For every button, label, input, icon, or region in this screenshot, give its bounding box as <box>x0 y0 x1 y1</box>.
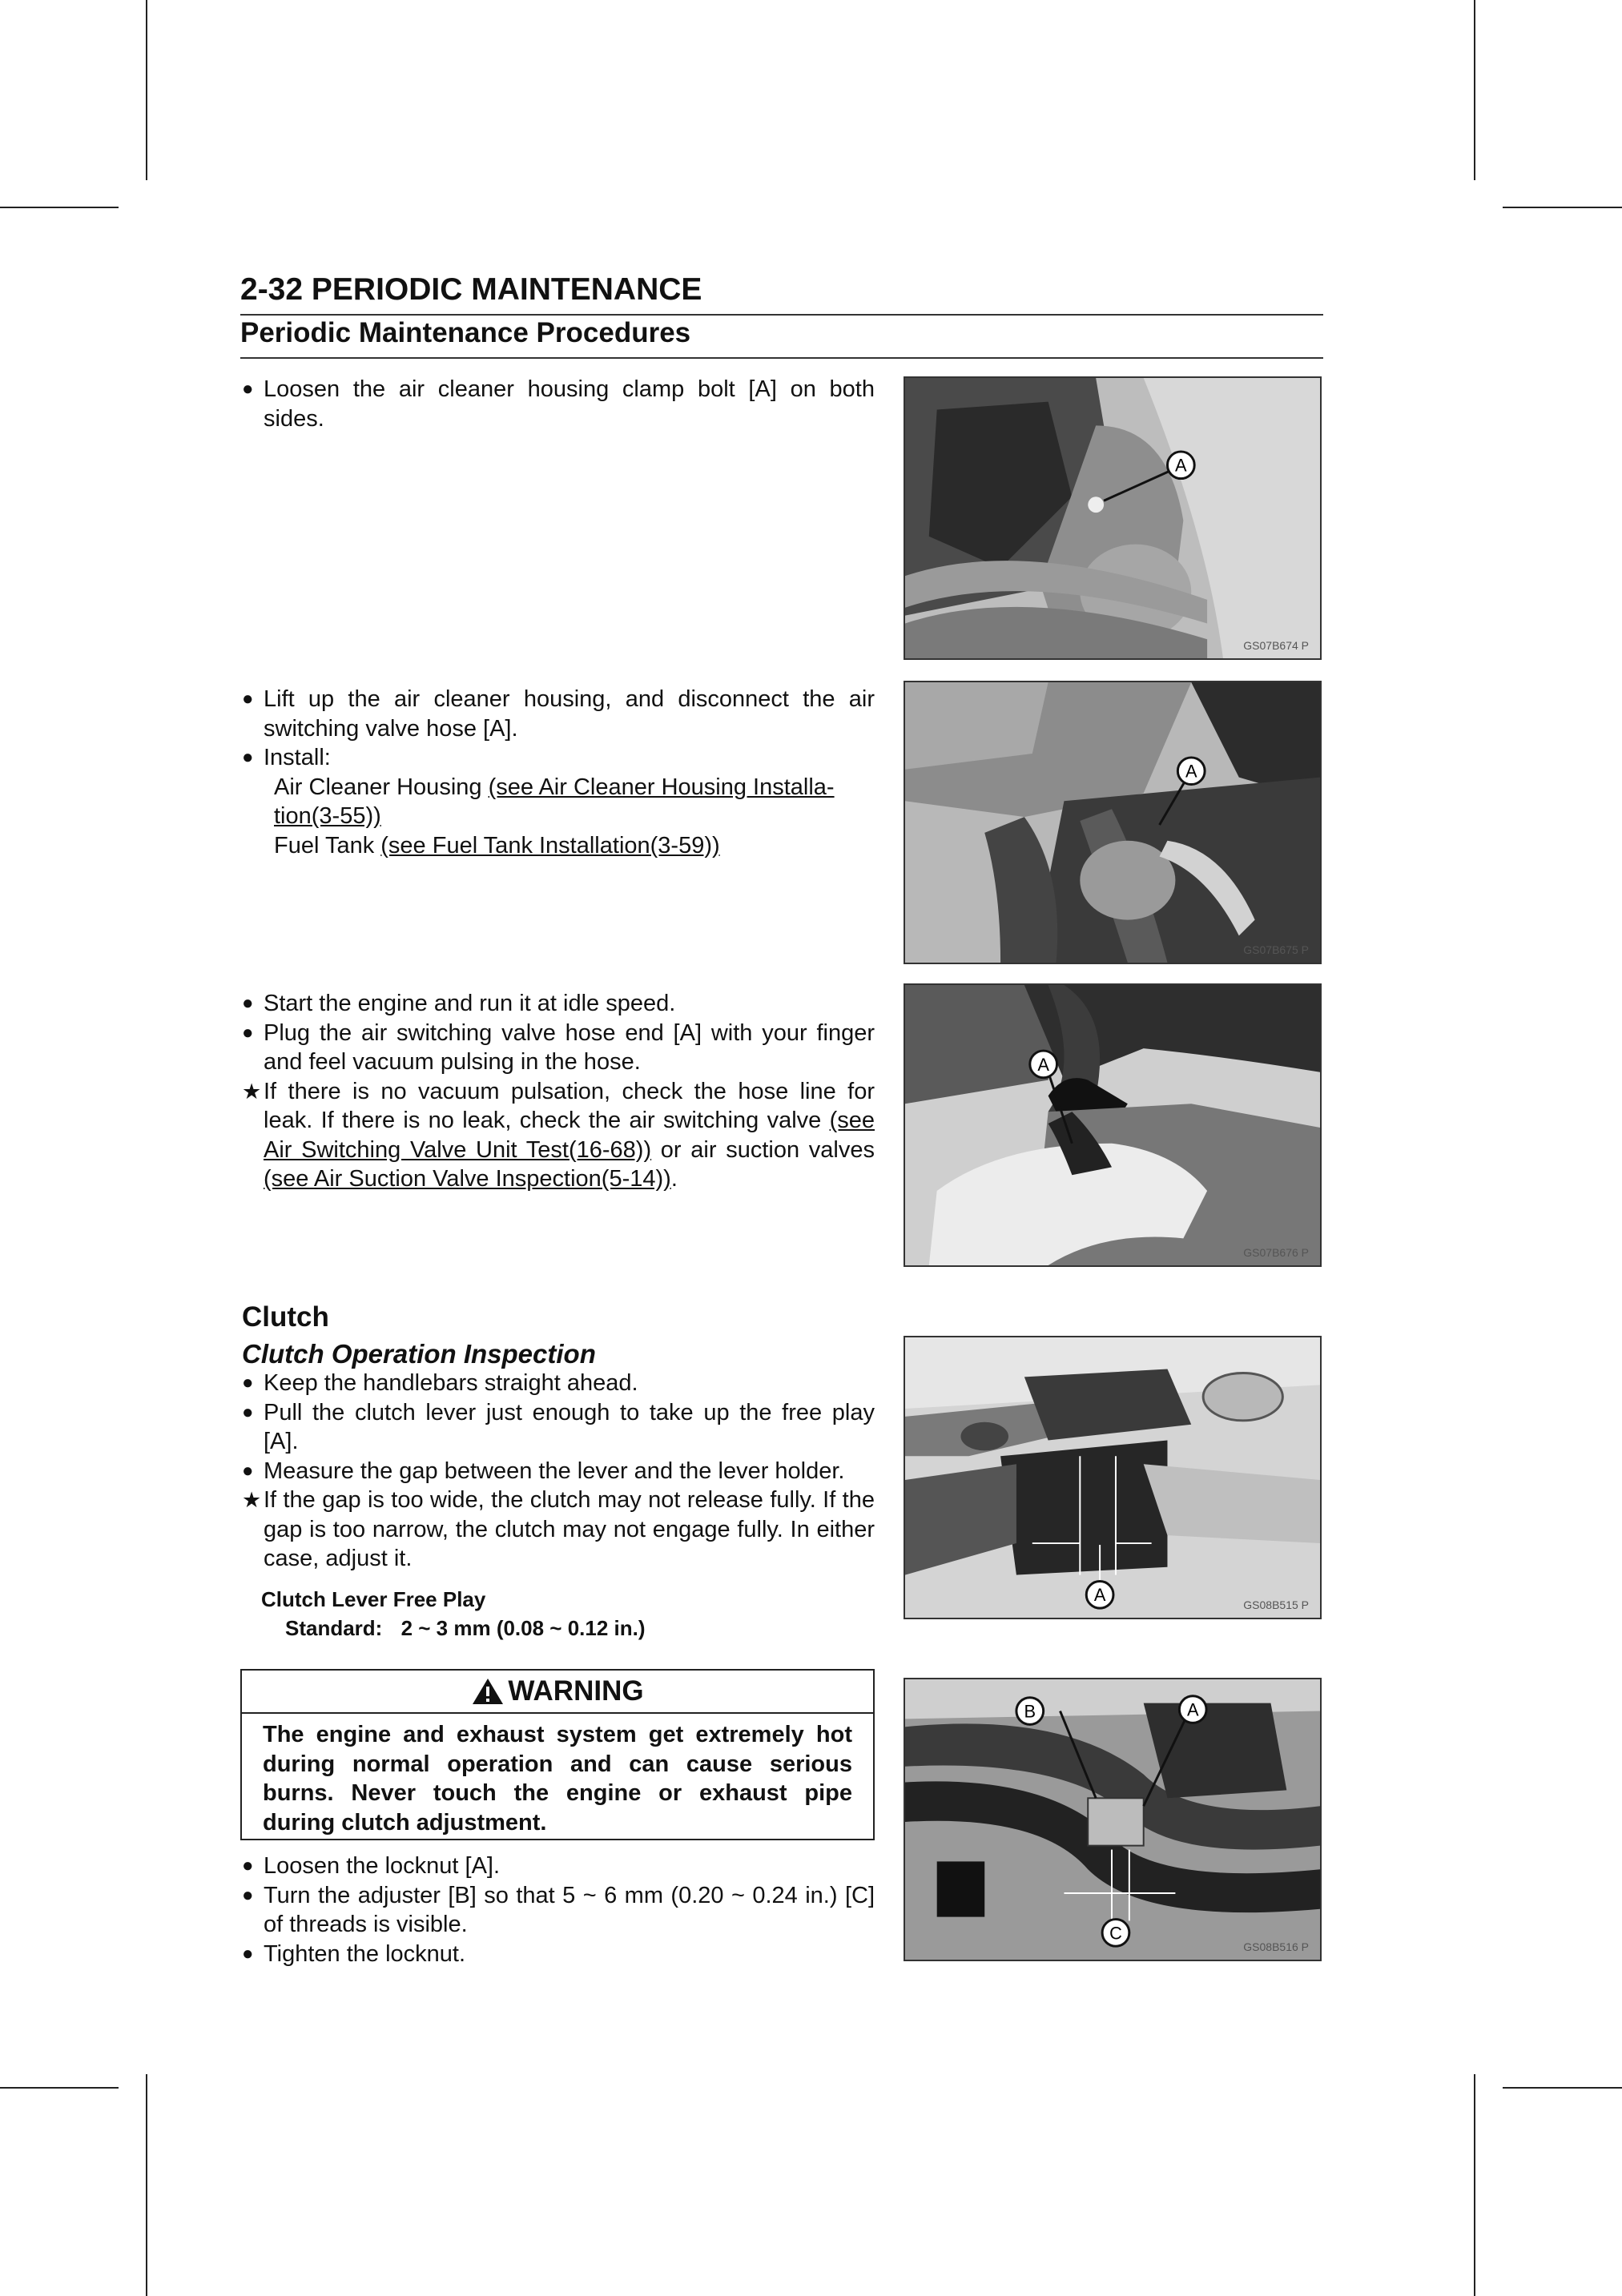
bullet-icon: ● <box>242 1855 254 1876</box>
star-icon: ★ <box>242 1488 262 1512</box>
cross-reference-link[interactable]: (see Air Switching Valve Unit Test(16-68)) <box>264 1108 875 1163</box>
block-1-text <box>242 375 875 433</box>
crop-mark <box>1474 2074 1475 2296</box>
list-item: ● Install: <box>242 743 875 773</box>
page-title: 2-32 PERIODIC MAINTENANCE <box>240 272 702 307</box>
callout-b: B <box>1024 1701 1036 1722</box>
crop-mark <box>146 0 147 180</box>
photo-code: GS08B515 P <box>1243 1598 1309 1611</box>
bullet-icon: ● <box>242 688 254 710</box>
warning-triangle-icon <box>471 1677 505 1706</box>
list-item: ● Keep the handlebars straight ahead. <box>242 1369 875 1398</box>
bullet-icon: ● <box>242 746 254 768</box>
photo-code: GS07B674 P <box>1243 639 1309 652</box>
list-item: ● Tighten the locknut. <box>242 1940 875 1969</box>
bullet-icon: ● <box>242 1942 254 1964</box>
bullet-icon: ● <box>242 1021 254 1043</box>
crop-mark <box>1503 2087 1622 2089</box>
callout-c: C <box>1109 1923 1122 1944</box>
clutch-subsection-title: Clutch Operation Inspection <box>242 1339 596 1369</box>
cross-reference-link[interactable]: (see Air Suction Valve Inspection(5-14)) <box>264 1166 671 1192</box>
cross-reference-link[interactable]: (see Fuel Tank Installation(3-59)) <box>380 832 720 858</box>
callout-a: A <box>1186 1699 1199 1720</box>
callout-a: A <box>1093 1585 1106 1606</box>
bullet-icon: ● <box>242 378 254 400</box>
block-3-text <box>242 989 875 1194</box>
warning-body: The engine and exhaust system get extremely hot during normal operation and can cause serious burns. Never touch the engine or exhaust pipe during clutch adjustment. <box>263 1722 852 1836</box>
crop-mark <box>0 2087 119 2089</box>
star-icon: ★ <box>242 1079 262 1104</box>
list-item: ★ If the gap is too wide, the clutch may not release fully. If the gap is too narrow, the clutch may not engage fully. In either case, adjust it. <box>242 1487 875 1571</box>
photo-code: GS07B676 P <box>1243 1246 1309 1259</box>
photo-clutch-lever-gap <box>904 1336 1322 1619</box>
bullet-icon: ● <box>242 1372 254 1393</box>
list-item: ● Measure the gap between the lever and the lever holder. <box>242 1457 875 1486</box>
clutch-text <box>242 1369 875 1574</box>
cross-reference-link[interactable]: (see Air Cleaner Housing Installa-tion(3-55)) <box>274 774 835 829</box>
list-item: ● Plug the air switching valve hose end [A] with your finger and feel vacuum pulsing in the hose. <box>242 1019 875 1075</box>
list-item: ● Loosen the air cleaner housing clamp bolt [A] on both sides. <box>242 376 875 432</box>
spec-title: Clutch Lever Free Play <box>261 1587 486 1611</box>
warning-heading: WARNING <box>242 1671 873 1714</box>
list-item: ● Loosen the locknut [A]. <box>242 1852 875 1881</box>
page-header <box>240 266 1323 316</box>
spec-value: 2 ~ 3 mm (0.08 ~ 0.12 in.) <box>400 1616 646 1640</box>
list-item: ★ If there is no vacuum pulsation, check the hose line for leak. If there is no leak, check the air switching valve (see Air Switching Valve Unit Test(16-68)) or air suction valves (see Air Suction Valve Inspection(5-14)). <box>242 1078 875 1192</box>
list-item: ● Pull the clutch lever just enough to take up the free play [A]. <box>242 1399 875 1454</box>
bullet-icon: ● <box>242 992 254 1014</box>
photo-code: GS08B516 P <box>1243 1940 1309 1953</box>
callout-a: A <box>1037 1054 1049 1075</box>
list-item: ● Start the engine and run it at idle speed. <box>242 989 875 1019</box>
photo-hose-finger-test <box>904 983 1322 1267</box>
list-item: ● Lift up the air cleaner housing, and disconnect the air switching valve hose [A]. <box>242 686 875 742</box>
crop-mark <box>0 207 119 208</box>
bullet-icon: ● <box>242 1459 254 1482</box>
photo-clutch-adjuster <box>904 1678 1322 1961</box>
photo-air-switching-hose <box>904 681 1322 964</box>
spec-label: Standard: <box>285 1616 383 1640</box>
callout-a: A <box>1175 455 1187 476</box>
photo-code: GS07B675 P <box>1243 943 1309 956</box>
bullet-icon: ● <box>242 1401 254 1423</box>
callout-a: A <box>1185 761 1197 782</box>
adjust-text <box>242 1852 875 1968</box>
section-title: Periodic Maintenance Procedures <box>240 317 691 348</box>
install-item: Air Cleaner Housing (see Air Cleaner Housing Installa-tion(3-55)) <box>274 774 835 829</box>
install-item: Fuel Tank (see Fuel Tank Installation(3-59)) <box>274 832 720 858</box>
clutch-section-title: Clutch <box>242 1301 329 1333</box>
bullet-icon: ● <box>242 1884 254 1906</box>
section-header <box>240 314 1323 359</box>
list-item: ● Turn the adjuster [B] so that 5 ~ 6 mm (0.20 ~ 0.24 in.) [C] of threads is visible. <box>242 1882 875 1937</box>
spec-row <box>285 1616 646 1641</box>
crop-mark <box>1503 207 1622 208</box>
crop-mark <box>146 2074 147 2296</box>
block-2-text <box>242 685 875 860</box>
crop-mark <box>1474 0 1475 180</box>
warning-box <box>240 1669 875 1840</box>
photo-air-cleaner-clamp <box>904 376 1322 660</box>
